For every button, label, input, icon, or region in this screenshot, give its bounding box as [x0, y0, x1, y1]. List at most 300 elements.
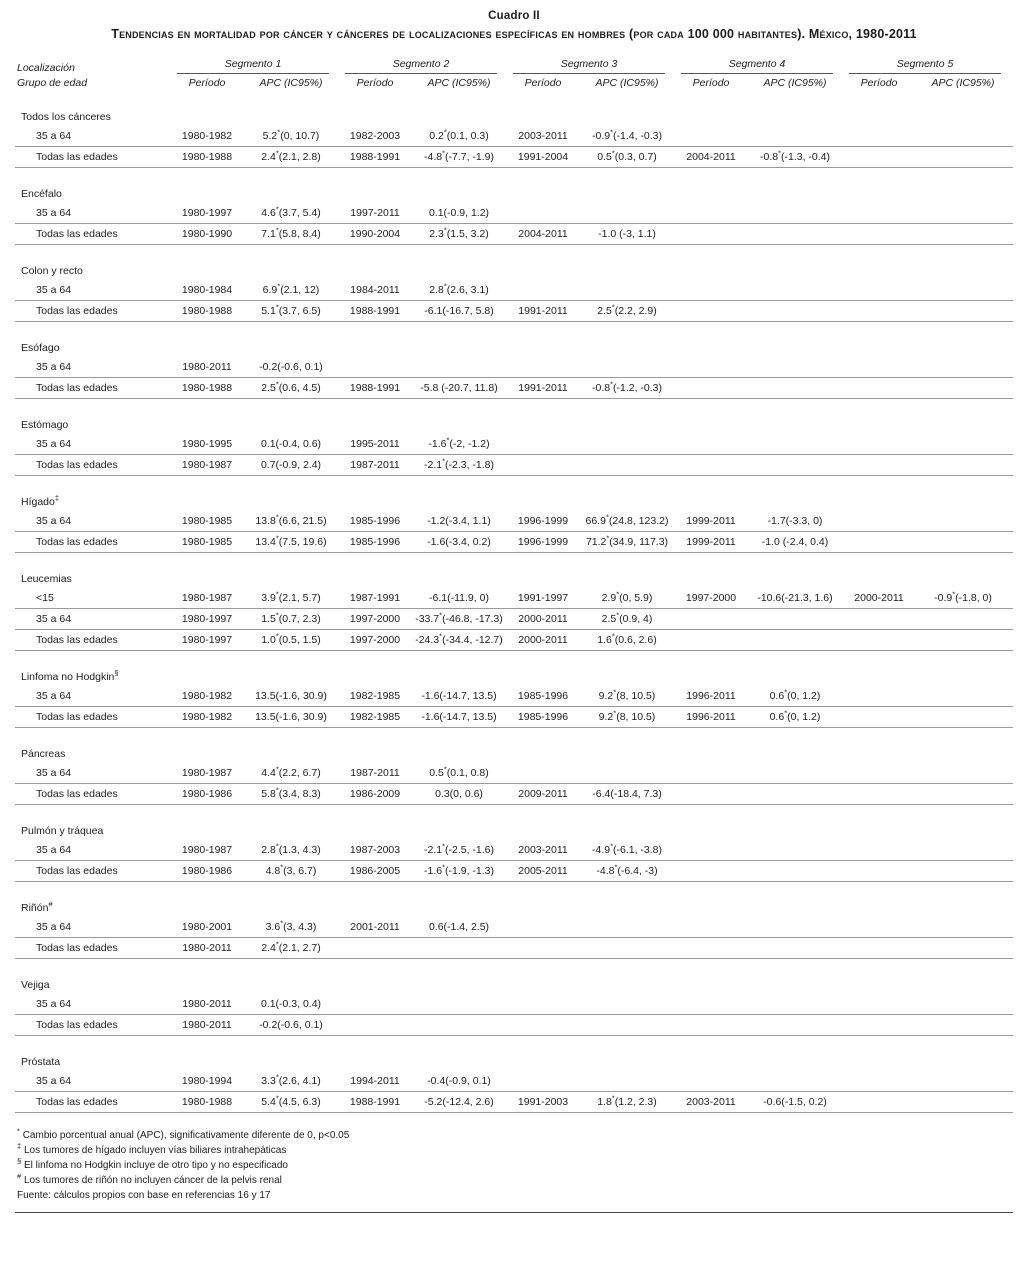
periodo-value: 1991-2003: [509, 1092, 577, 1113]
empty-cell: [509, 203, 577, 224]
empty-cell: [577, 763, 677, 784]
empty-cell: [745, 434, 845, 455]
apc-value: 5.8*(3.4, 8.3): [241, 784, 341, 805]
empty-cell: [845, 280, 913, 301]
empty-cell: [745, 280, 845, 301]
apc-value: 2.5*(0.9, 4): [577, 609, 677, 630]
periodo-value: 1996-2011: [677, 686, 745, 707]
empty-cell: [745, 1071, 845, 1092]
empty-cell: [577, 357, 677, 378]
age-group-label: 35 a 64: [15, 511, 173, 532]
section-marker: §: [114, 668, 119, 678]
table-row: [15, 126, 1013, 147]
apc-value: 1.6*(0.6, 2.6): [577, 630, 677, 651]
periodo-value: 1980-1990: [173, 224, 241, 245]
periodo-value: 1980-1986: [173, 784, 241, 805]
apc-value: 0.1(-0.3, 0.4): [241, 994, 341, 1015]
empty-cell: [913, 1071, 1013, 1092]
table-row: [15, 763, 1013, 784]
periodo-value: 1980-1982: [173, 126, 241, 147]
empty-cell: [845, 994, 913, 1015]
periodo-value: 1999-2011: [677, 511, 745, 532]
apc-value: -0.2(-0.6, 0.1): [241, 357, 341, 378]
periodo-value: 1991-2011: [509, 301, 577, 322]
periodo-value: 1988-1991: [341, 147, 409, 168]
periodo-value: 1985-1996: [509, 707, 577, 728]
section-row: [15, 553, 1013, 589]
periodo-value: 1980-1985: [173, 511, 241, 532]
empty-cell: [845, 126, 913, 147]
empty-cell: [677, 994, 745, 1015]
periodo-value: 1991-2004: [509, 147, 577, 168]
footnote: * Cambio porcentual anual (APC), significativamente diferente de 0, p<0.05: [17, 1126, 350, 1141]
empty-cell: [913, 861, 1013, 882]
apc-value: 0.1(-0.4, 0.6): [241, 434, 341, 455]
apc-value: 5.1*(3.7, 6.5): [241, 301, 341, 322]
periodo-value: 1980-1984: [173, 280, 241, 301]
empty-cell: [745, 357, 845, 378]
age-group-label: 35 a 64: [15, 763, 173, 784]
empty-cell: [341, 938, 409, 959]
table-row: [15, 840, 1013, 861]
empty-cell: [913, 455, 1013, 476]
section-name: Todos los cánceres: [21, 111, 111, 123]
apc-value: 3.3*(2.6, 4.1): [241, 1071, 341, 1092]
age-group-label: 35 a 64: [15, 917, 173, 938]
bottom-rule: [15, 1212, 1013, 1213]
empty-cell: [409, 1015, 509, 1036]
empty-cell: [845, 434, 913, 455]
empty-cell: [745, 917, 845, 938]
header-apc: APC (IC95%): [427, 77, 491, 89]
table-row: [15, 707, 1013, 728]
empty-cell: [913, 357, 1013, 378]
mortality-trends-table: [15, 57, 1013, 1113]
empty-cell: [577, 455, 677, 476]
empty-cell: [913, 630, 1013, 651]
age-group-label: 35 a 64: [15, 994, 173, 1015]
empty-cell: [845, 630, 913, 651]
periodo-value: 1994-2011: [341, 1071, 409, 1092]
header-apc: APC (IC95%): [595, 77, 659, 89]
apc-value: 9.2*(8, 10.5): [577, 686, 677, 707]
apc-value: -5.8 (-20.7, 11.8): [409, 378, 509, 399]
empty-cell: [577, 938, 677, 959]
empty-cell: [913, 434, 1013, 455]
apc-value: -0.6(-1.5, 0.2): [745, 1092, 845, 1113]
periodo-value: 1988-1991: [341, 378, 409, 399]
empty-cell: [577, 203, 677, 224]
age-group-label: Todas las edades: [15, 938, 173, 959]
apc-value: 5.2*(0, 10.7): [241, 126, 341, 147]
section-row: [15, 168, 1013, 204]
periodo-value: 1991-1997: [509, 588, 577, 609]
periodo-value: 1980-1997: [173, 203, 241, 224]
periodo-value: 1982-1985: [341, 707, 409, 728]
table-row: [15, 938, 1013, 959]
empty-cell: [913, 763, 1013, 784]
empty-cell: [677, 357, 745, 378]
periodo-value: 2001-2011: [341, 917, 409, 938]
empty-cell: [913, 938, 1013, 959]
apc-value: -4.8*(-7.7, -1.9): [409, 147, 509, 168]
periodo-value: 1985-1996: [341, 511, 409, 532]
empty-cell: [913, 224, 1013, 245]
periodo-value: 1985-1996: [509, 686, 577, 707]
header-segment-5: Segmento 5: [845, 57, 1013, 76]
section-name: Estómago: [21, 419, 69, 431]
table-row: [15, 1015, 1013, 1036]
empty-cell: [677, 763, 745, 784]
empty-cell: [913, 301, 1013, 322]
periodo-value: 1980-1988: [173, 378, 241, 399]
apc-value: 0.2*(0.1, 0.3): [409, 126, 509, 147]
empty-cell: [845, 1092, 913, 1113]
apc-value: -1.6*(-2, -1.2): [409, 434, 509, 455]
age-group-label: 35 a 64: [15, 686, 173, 707]
age-group-label: Todas las edades: [15, 301, 173, 322]
periodo-value: 1980-1982: [173, 686, 241, 707]
periodo-value: 1980-1982: [173, 707, 241, 728]
apc-value: 1.8*(1.2, 2.3): [577, 1092, 677, 1113]
section-name: Vejiga: [21, 979, 50, 991]
apc-value: -1.6(-3.4, 0.2): [409, 532, 509, 553]
empty-cell: [509, 357, 577, 378]
periodo-value: 1997-2011: [341, 203, 409, 224]
table-row: [15, 994, 1013, 1015]
table-row: [15, 917, 1013, 938]
empty-cell: [341, 1015, 409, 1036]
header-grupo-edad: Grupo de edad: [17, 77, 88, 89]
apc-value: 66.9*(24.8, 123.2): [577, 511, 677, 532]
age-group-label: 35 a 64: [15, 609, 173, 630]
periodo-value: 1980-1988: [173, 301, 241, 322]
empty-cell: [845, 511, 913, 532]
periodo-value: 1980-1987: [173, 840, 241, 861]
periodo-value: 1987-2011: [341, 763, 409, 784]
periodo-value: 2003-2011: [677, 1092, 745, 1113]
apc-value: 71.2*(34.9, 117.3): [577, 532, 677, 553]
periodo-value: 1980-2011: [173, 938, 241, 959]
age-group-label: Todas las edades: [15, 147, 173, 168]
empty-cell: [845, 784, 913, 805]
age-group-label: Todas las edades: [15, 1092, 173, 1113]
empty-cell: [341, 357, 409, 378]
empty-cell: [913, 784, 1013, 805]
empty-cell: [913, 994, 1013, 1015]
periodo-value: 1980-2001: [173, 917, 241, 938]
table-row: [15, 357, 1013, 378]
apc-value: 2.3*(1.5, 3.2): [409, 224, 509, 245]
table-row: [15, 588, 1013, 609]
periodo-value: 1980-2011: [173, 1015, 241, 1036]
age-group-label: Todas las edades: [15, 224, 173, 245]
periodo-value: 2005-2011: [509, 861, 577, 882]
section-row: [15, 651, 1013, 687]
periodo-value: 1980-1987: [173, 763, 241, 784]
empty-cell: [745, 455, 845, 476]
section-name: Leucemias: [21, 573, 72, 585]
apc-value: 2.4*(2.1, 2.8): [241, 147, 341, 168]
empty-cell: [677, 630, 745, 651]
empty-cell: [409, 994, 509, 1015]
apc-value: -0.9*(-1.4, -0.3): [577, 126, 677, 147]
empty-cell: [845, 301, 913, 322]
table-row: [15, 434, 1013, 455]
section-name: Hígado‡: [21, 493, 60, 508]
apc-value: 2.8*(2.6, 3.1): [409, 280, 509, 301]
section-marker: ‡: [54, 493, 60, 503]
empty-cell: [509, 763, 577, 784]
section-row: [15, 959, 1013, 995]
header-periodo: Período: [524, 77, 562, 89]
empty-cell: [845, 763, 913, 784]
header-segment-3: Segmento 3: [509, 57, 677, 76]
section-marker: #: [48, 899, 53, 909]
table-row: [15, 784, 1013, 805]
apc-value: 0.6*(0, 1.2): [745, 686, 845, 707]
empty-cell: [845, 938, 913, 959]
periodo-value: 1987-2011: [341, 455, 409, 476]
periodo-value: 1980-1985: [173, 532, 241, 553]
footnote: § El linfoma no Hodgkin incluye de otro tipo y no especificado: [17, 1156, 288, 1171]
apc-value: -4.8*(-6.4, -3): [577, 861, 677, 882]
header-apc: APC (IC95%): [259, 77, 323, 89]
empty-cell: [745, 861, 845, 882]
section-row: [15, 1036, 1013, 1072]
empty-cell: [677, 280, 745, 301]
age-group-label: Todas las edades: [15, 378, 173, 399]
apc-value: -1.0 (-2.4, 0.4): [745, 532, 845, 553]
age-group-label: <15: [15, 588, 173, 609]
empty-cell: [677, 126, 745, 147]
age-group-label: Todas las edades: [15, 455, 173, 476]
empty-cell: [745, 938, 845, 959]
empty-cell: [845, 147, 913, 168]
header-periodo: Período: [188, 77, 226, 89]
periodo-value: 2003-2011: [509, 126, 577, 147]
apc-value: 9.2*(8, 10.5): [577, 707, 677, 728]
table-row: [15, 224, 1013, 245]
section-name: Próstata: [21, 1056, 61, 1068]
apc-value: -0.9*(-1.8, 0): [913, 588, 1013, 609]
apc-value: 13.5(-1.6, 30.9): [241, 707, 341, 728]
apc-value: 0.1(-0.9, 1.2): [409, 203, 509, 224]
periodo-value: 1980-1995: [173, 434, 241, 455]
apc-value: -2.1*(-2.5, -1.6): [409, 840, 509, 861]
empty-cell: [745, 840, 845, 861]
periodo-value: 1980-2011: [173, 994, 241, 1015]
section-row: [15, 245, 1013, 281]
empty-cell: [677, 840, 745, 861]
empty-cell: [677, 938, 745, 959]
footnotes: [15, 1128, 1013, 1203]
age-group-label: 35 a 64: [15, 280, 173, 301]
apc-value: -1.6(-14.7, 13.5): [409, 707, 509, 728]
empty-cell: [745, 203, 845, 224]
header-localizacion: Localización: [17, 62, 75, 74]
periodo-value: 2000-2011: [845, 588, 913, 609]
section-name: Linfoma no Hodgkin§: [21, 668, 119, 683]
age-group-label: Todas las edades: [15, 1015, 173, 1036]
periodo-value: 1996-1999: [509, 511, 577, 532]
periodo-value: 1980-1987: [173, 455, 241, 476]
empty-cell: [845, 840, 913, 861]
footnote-marker: §: [17, 1156, 22, 1166]
section-row: [15, 805, 1013, 841]
apc-value: 3.6*(3, 4.3): [241, 917, 341, 938]
apc-value: -6.1(-11.9, 0): [409, 588, 509, 609]
empty-cell: [509, 280, 577, 301]
apc-value: 5.4*(4.5, 6.3): [241, 1092, 341, 1113]
periodo-value: 2004-2011: [677, 147, 745, 168]
empty-cell: [845, 532, 913, 553]
footnote: # Los tumores de riñón no incluyen cáncer de la pelvis renal: [17, 1171, 282, 1186]
age-group-label: 35 a 64: [15, 203, 173, 224]
apc-value: 13.5(-1.6, 30.9): [241, 686, 341, 707]
table-row: [15, 203, 1013, 224]
table-row: [15, 511, 1013, 532]
empty-cell: [913, 203, 1013, 224]
periodo-value: 1984-2011: [341, 280, 409, 301]
table-row: [15, 280, 1013, 301]
periodo-value: 1990-2004: [341, 224, 409, 245]
empty-cell: [677, 861, 745, 882]
apc-value: 0.3(0, 0.6): [409, 784, 509, 805]
empty-cell: [913, 147, 1013, 168]
age-group-label: Todas las edades: [15, 707, 173, 728]
section-row: [15, 476, 1013, 512]
periodo-value: 1997-2000: [341, 630, 409, 651]
apc-value: 0.7(-0.9, 2.4): [241, 455, 341, 476]
periodo-value: 1991-2011: [509, 378, 577, 399]
empty-cell: [845, 224, 913, 245]
table-row: [15, 455, 1013, 476]
age-group-label: Todas las edades: [15, 630, 173, 651]
section-name: Riñón#: [21, 899, 53, 914]
empty-cell: [341, 994, 409, 1015]
periodo-value: 1982-1985: [341, 686, 409, 707]
empty-cell: [913, 707, 1013, 728]
empty-cell: [745, 301, 845, 322]
periodo-value: 1988-1991: [341, 1092, 409, 1113]
empty-cell: [913, 609, 1013, 630]
empty-cell: [845, 455, 913, 476]
apc-value: -6.4(-18.4, 7.3): [577, 784, 677, 805]
apc-value: 2.5*(2.2, 2.9): [577, 301, 677, 322]
apc-value: 1.5*(0.7, 2.3): [241, 609, 341, 630]
table-header: [15, 57, 1013, 91]
table-row: [15, 1092, 1013, 1113]
empty-cell: [409, 357, 509, 378]
periodo-value: 1980-1994: [173, 1071, 241, 1092]
periodo-value: 1980-1988: [173, 1092, 241, 1113]
apc-value: -1.6(-14.7, 13.5): [409, 686, 509, 707]
apc-value: -1.6*(-1.9, -1.3): [409, 861, 509, 882]
empty-cell: [677, 434, 745, 455]
section-name: Esófago: [21, 342, 60, 354]
section-name: Páncreas: [21, 748, 66, 760]
empty-cell: [677, 917, 745, 938]
empty-cell: [913, 280, 1013, 301]
apc-value: 13.4*(7.5, 19.6): [241, 532, 341, 553]
empty-cell: [677, 1015, 745, 1036]
apc-value: -33.7*(-46.8, -17.3): [409, 609, 509, 630]
age-group-label: 35 a 64: [15, 840, 173, 861]
apc-value: 3.9*(2.1, 5.7): [241, 588, 341, 609]
empty-cell: [509, 455, 577, 476]
apc-value: -6.1(-16.7, 5.8): [409, 301, 509, 322]
apc-value: 0.6*(0, 1.2): [745, 707, 845, 728]
section-name: Pulmón y tráquea: [21, 825, 104, 837]
apc-value: -1.2(-3.4, 1.1): [409, 511, 509, 532]
table-row: [15, 609, 1013, 630]
periodo-value: 1987-2003: [341, 840, 409, 861]
footnote: Fuente: cálculos propios con base en referencias 16 y 17: [17, 1190, 271, 1201]
empty-cell: [677, 301, 745, 322]
table-row: [15, 147, 1013, 168]
empty-cell: [913, 511, 1013, 532]
periodo-value: 2004-2011: [509, 224, 577, 245]
empty-cell: [577, 994, 677, 1015]
empty-cell: [745, 630, 845, 651]
empty-cell: [913, 378, 1013, 399]
empty-cell: [745, 994, 845, 1015]
header-periodo: Período: [692, 77, 730, 89]
empty-cell: [677, 1071, 745, 1092]
empty-cell: [509, 938, 577, 959]
table-row: [15, 630, 1013, 651]
age-group-label: 35 a 64: [15, 357, 173, 378]
empty-cell: [913, 840, 1013, 861]
age-group-label: 35 a 64: [15, 1071, 173, 1092]
apc-value: 6.9*(2.1, 12): [241, 280, 341, 301]
empty-cell: [509, 994, 577, 1015]
empty-cell: [913, 1092, 1013, 1113]
empty-cell: [845, 1071, 913, 1092]
section-row: [15, 322, 1013, 358]
empty-cell: [845, 861, 913, 882]
table-caption: Tendencias en mortalidad por cáncer y cánceres de localizaciones específicas en hombres (por cada 100 000 habitantes). México, 1980-2011: [111, 27, 917, 41]
empty-cell: [745, 609, 845, 630]
table-number: Cuadro II: [488, 10, 540, 22]
age-group-label: 35 a 64: [15, 434, 173, 455]
periodo-value: 2009-2011: [509, 784, 577, 805]
periodo-value: 1980-1988: [173, 147, 241, 168]
periodo-value: 1996-1999: [509, 532, 577, 553]
empty-cell: [845, 686, 913, 707]
empty-cell: [677, 378, 745, 399]
footnote-marker: #: [17, 1171, 22, 1181]
apc-value: 2.5*(0.6, 4.5): [241, 378, 341, 399]
periodo-value: 1996-2011: [677, 707, 745, 728]
empty-cell: [845, 203, 913, 224]
section-name: Colon y recto: [21, 265, 83, 277]
empty-cell: [745, 763, 845, 784]
table-row: [15, 686, 1013, 707]
apc-value: 2.9*(0, 5.9): [577, 588, 677, 609]
age-group-label: Todas las edades: [15, 861, 173, 882]
empty-cell: [745, 784, 845, 805]
empty-cell: [577, 280, 677, 301]
periodo-value: 1980-1997: [173, 609, 241, 630]
apc-value: 7.1*(5.8, 8.4): [241, 224, 341, 245]
empty-cell: [677, 609, 745, 630]
age-group-label: Todas las edades: [15, 784, 173, 805]
empty-cell: [845, 917, 913, 938]
apc-value: 2.4*(2.1, 2.7): [241, 938, 341, 959]
empty-cell: [913, 1015, 1013, 1036]
